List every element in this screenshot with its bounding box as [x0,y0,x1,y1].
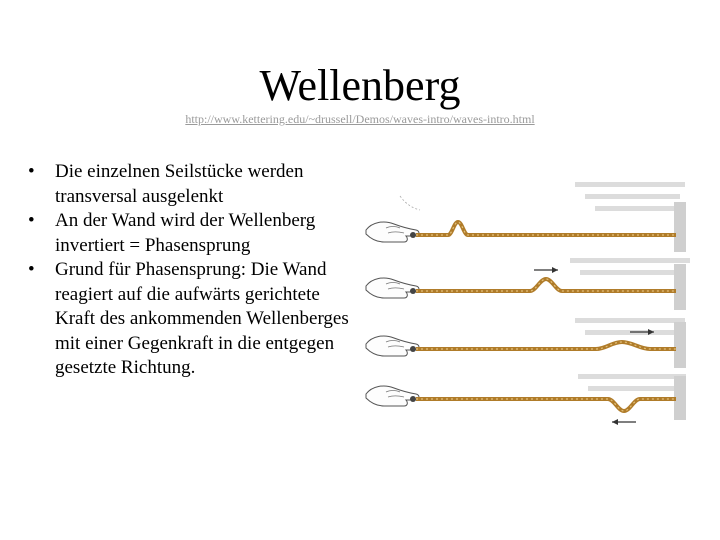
slide-title: Wellenberg [259,61,461,110]
bullet-item [22,258,352,381]
wave-row-1 [366,196,676,242]
bullet-list [22,160,352,381]
bullet-item [22,160,352,209]
source-link[interactable]: http://www.kettering.edu/~drussell/Demos/waves-intro/waves-intro.html [185,112,535,126]
hand-icon [366,336,419,356]
hand-icon [366,222,419,242]
bullet-text: Die einzelnen Seilstücke werden transversal ausgelenkt [55,161,304,207]
bullet-icon: • [28,210,35,231]
background-text-ghost [570,182,690,391]
wave-row-4 [366,386,676,425]
hand-icon [366,278,419,298]
bullet-item [22,209,352,258]
rope-icon [416,342,676,349]
arrow-right-icon [534,267,558,273]
arrow-left-icon [612,419,636,425]
wave-reflection-figure [360,178,702,430]
bullet-icon: • [28,259,35,280]
bullet-text: Grund für Phasensprung: Die Wand reagiert auf die aufwärts gerichtete Kraft des ankommenden Wellenberges mit einer Gegenkraft in die entgegen gesetzte Richtung. [55,259,349,378]
hand-icon [366,386,419,406]
rope-icon [416,279,676,291]
rope-icon [416,399,676,411]
bullet-icon: • [28,161,35,182]
bullet-text: An der Wand wird der Wellenberg invertiert = Phasensprung [55,210,316,256]
